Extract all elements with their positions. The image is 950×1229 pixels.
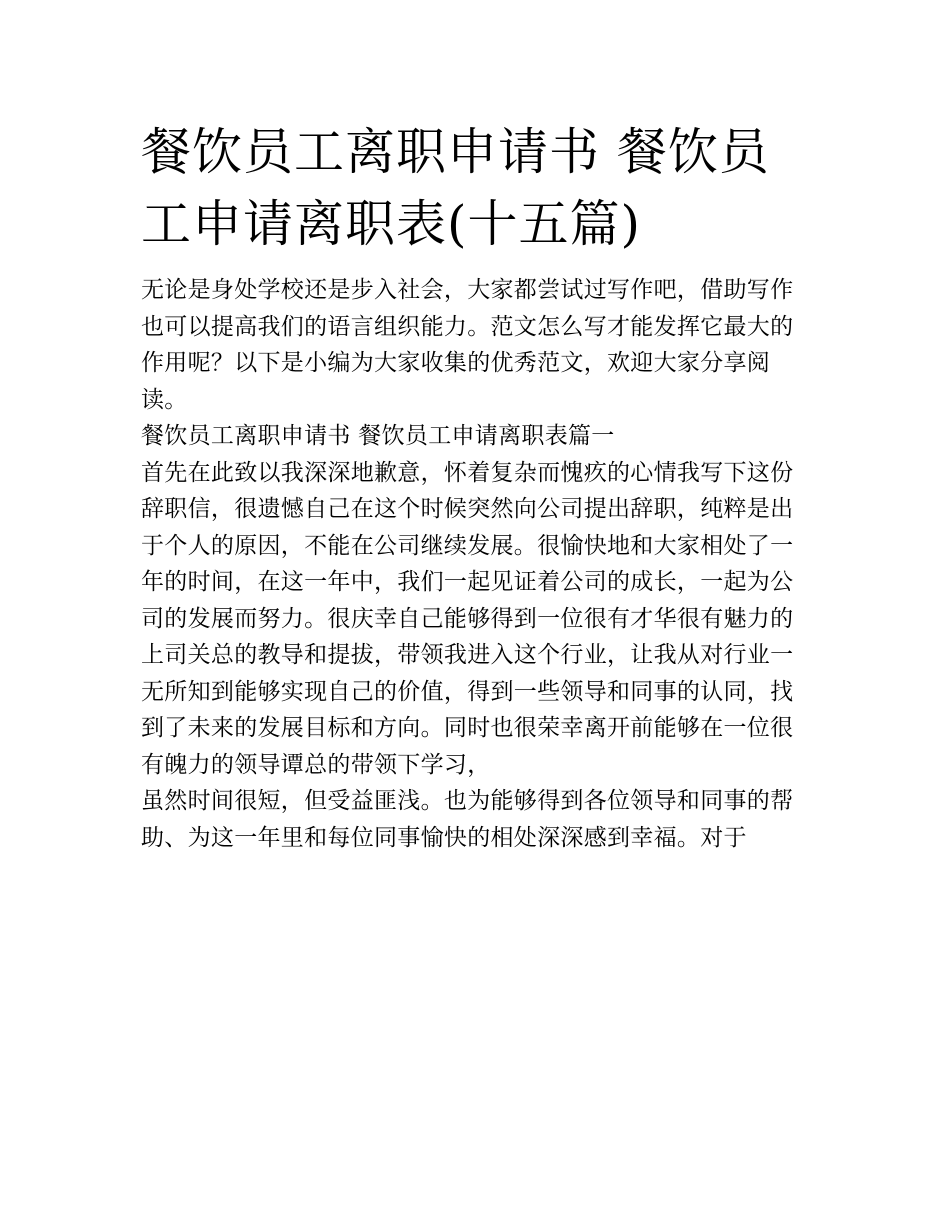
document-body: [141, 272, 813, 856]
document-title: 餐饮员工离职申请书 餐饮员工申请离职表(十五篇): [141, 123, 770, 253]
body-paragraph: 虽然时间很短，但受益匪浅。也为能够得到各位领导和同事的帮助、为这一年里和每位同事愉快的相处深深感到幸福。对于: [141, 788, 794, 851]
document-page: [141, 116, 813, 856]
intro-paragraph: 无论是身处学校还是步入社会，大家都尝试过写作吧，借助写作也可以提高我们的语言组织能力。范文怎么写才能发挥它最大的作用呢？以下是小编为大家收集的优秀范文，欢迎大家分享阅读。: [141, 277, 794, 413]
section-heading: 餐饮员工离职申请书 餐饮员工申请离职表篇一: [141, 423, 615, 449]
body-paragraph: 首先在此致以我深深地歉意，怀着复杂而愧疚的心情我写下这份辞职信，很遗憾自己在这个时候突然向公司提出辞职，纯粹是出于个人的原因，不能在公司继续发展。很愉快地和大家相处了一年的时间，在这一年中，我们一起见证着公司的成长，一起为公司的发展而努力。很庆幸自己能够得到一位很有才华很有魅力的上司关总的教导和提拔，带领我进入这个行业，让我从对行业一无所知到能够实现自己的价值，得到一些领导和同事的认同，找到了未来的发展目标和方向。同时也很荣幸离开前能够在一位很有魄力的领导谭总的带领下学习，: [141, 459, 794, 778]
